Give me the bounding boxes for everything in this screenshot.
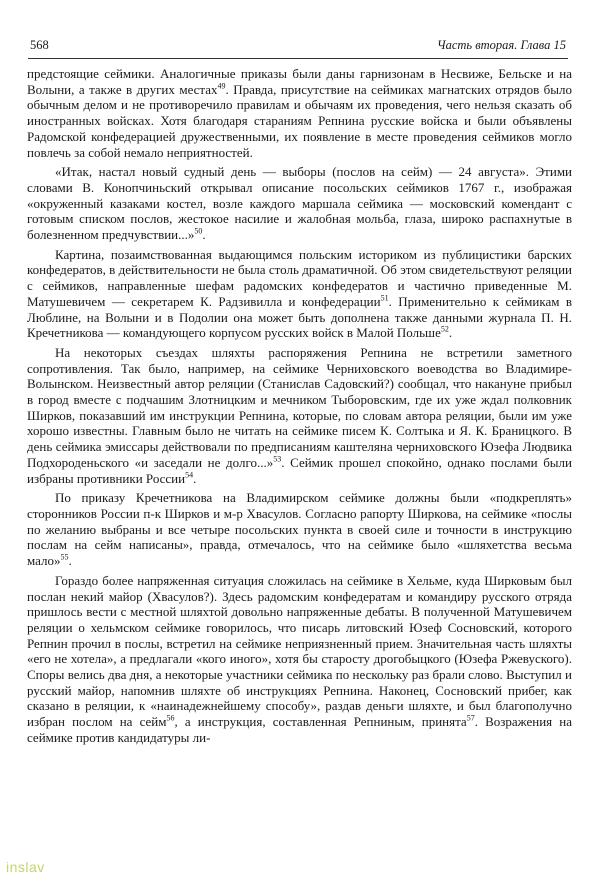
footnote-ref: 50 bbox=[194, 226, 203, 236]
text-segment: Гораздо более напряженная ситуация сложилась на сеймике в Хельме, куда Ширковым был послан некий майор (Хвасулов?). Здесь радомским конфедератам и командиру русского отряда пришлось вести с местной шляхтой довольно напряженные дебаты. В полученной Матушевичем реляции о хельмском сеймике говорилось, что писарь литовский Юзеф Сосновский, которого Репнин прочил в послы, встретил на сеймике неприязненный прием. Значительная часть шляхты «его не хотела», а предлагали «кого иного», хотя бы старосту дрогобыцкого (Юзефа Ржевуского). Споры велись два дня, а некоторые участники сеймика по нескольку раз брали слово. Выступил и русский майор, напомнив шляхте об инструкциях Репнина. Наконец, Сосновский прибег, как сказано в реляции, к «наинадежнейшему способу», раздав деньги шляхте, и был благополучно избран послом на сейм bbox=[27, 572, 572, 730]
paragraph bbox=[27, 490, 572, 569]
text-segment: «Итак, настал новый судный день — выборы (послов на сейм) — 24 августа». Этими словами В. Конопчиньский открывал описание посольских сеймиков 1767 г., изображая «окруженный казаками костел, возле каждого маршала сеймика — московский комендант с готовым списком послов, жестокое насилие и жалобная мольба, глаза, широко распахнутые в болезненном предчувствии...» bbox=[27, 164, 572, 243]
footnote-ref: 55 bbox=[60, 552, 69, 562]
footnote-ref: 51 bbox=[380, 293, 389, 303]
footnote-ref: 54 bbox=[185, 470, 194, 480]
text-segment: . bbox=[202, 227, 206, 243]
text-segment: предстоящие сеймики. Аналогичные приказы были даны гарнизонам в Несвиже, Бельске и на Волыни, а также в других местах bbox=[27, 66, 572, 97]
watermark: inslav bbox=[6, 859, 45, 875]
text-segment: . bbox=[193, 470, 197, 486]
page-number: 568 bbox=[30, 38, 49, 52]
footnote-ref: 57 bbox=[466, 713, 475, 723]
paragraph bbox=[27, 164, 572, 243]
running-title: Часть вторая. Глава 15 bbox=[436, 38, 566, 52]
text-segment: . Сеймик прошел спокойно, однако послами были избраны противники России bbox=[27, 454, 572, 486]
text-segment: На некоторых съездах шляхты распоряжения Репнина не встретили заметного сопротивления. Так было, например, на сеймике Черниховского воеводства во Владимире-Волынском. Неизвестный автор реляции (Станислав Садовский?) сообщал, что накануне прибыл в город вместе с подчашим Злотницким и мечником Тыборовским, где их уже ждал полковник Ширков, показавший им инструкции Репнина, которые, по словам автора реляции, были им уже хорошо известны. Главным было не читать на сеймике писем К. Солтыка и Я. К. Браницкого. В день сеймика эмиссары действовали по предписаниям каштеляна черниховского Юзефа Людвика Подхороденьского «и заседали не долго...» bbox=[27, 344, 572, 470]
body-text bbox=[27, 66, 572, 746]
paragraph bbox=[27, 345, 572, 486]
header-rule bbox=[28, 58, 568, 59]
text-segment: . Правда, присутствие на сеймиках магнатских отрядов было обычным делом и не противоречило правилам и обычаям их проведения, чего нельзя сказать об иностранных войсках. Хотя благодаря стараниям Репнина русские войска и были объявлены Радомской конфедерацией дружественными, их появление в месте проведения сеймиков могло повлечь за собой немало неприятностей. bbox=[27, 81, 573, 160]
footnote-ref: 53 bbox=[273, 454, 282, 464]
text-segment: Картина, позаимствованная выдающимся польским историком из публицистики барских конфедератов, в действительности не была столь драматичной. Об этом свидетельствуют реляции с сеймиков, направленные шефам радомских конфедератов и частично приведенные М. Матушевичем — секретарем К. Радзивилла и конфедерации bbox=[27, 246, 572, 309]
footnote-ref: 56 bbox=[166, 713, 175, 723]
paragraph bbox=[27, 573, 572, 746]
text-segment: . Возражения на сеймике против кандидатуры ли- bbox=[27, 714, 573, 745]
footnote-ref: 49 bbox=[217, 81, 226, 91]
text-segment: . bbox=[448, 325, 453, 341]
paragraph bbox=[27, 66, 572, 160]
text-segment: По приказу Кречетникова на Владимирском сеймике должны были «подкреплять» сторонников России п-к Ширков и м-р Хвасулов. Согласно рапорту Ширкова, на сеймике «послы по желанию выбраны и все четыре посольских пункта в своей силе и точности в инструкцию послам на сейм написаны», правда, отмечалось, что на сеймике было «шляхетства весьма мало» bbox=[27, 490, 572, 569]
text-segment: . Применительно к сеймикам в Люблине, на Волыни и в Подолии она может быть дополнена также данными журнала П. Н. Кречетникова — командующего корпусом русских войск в Малой Польше bbox=[27, 293, 572, 341]
text-segment: , а инструкция, составленная Репниным, принята bbox=[174, 714, 467, 730]
footnote-ref: 52 bbox=[440, 324, 449, 334]
text-segment: . bbox=[68, 553, 72, 569]
page-header bbox=[30, 38, 566, 53]
paragraph bbox=[27, 247, 572, 341]
